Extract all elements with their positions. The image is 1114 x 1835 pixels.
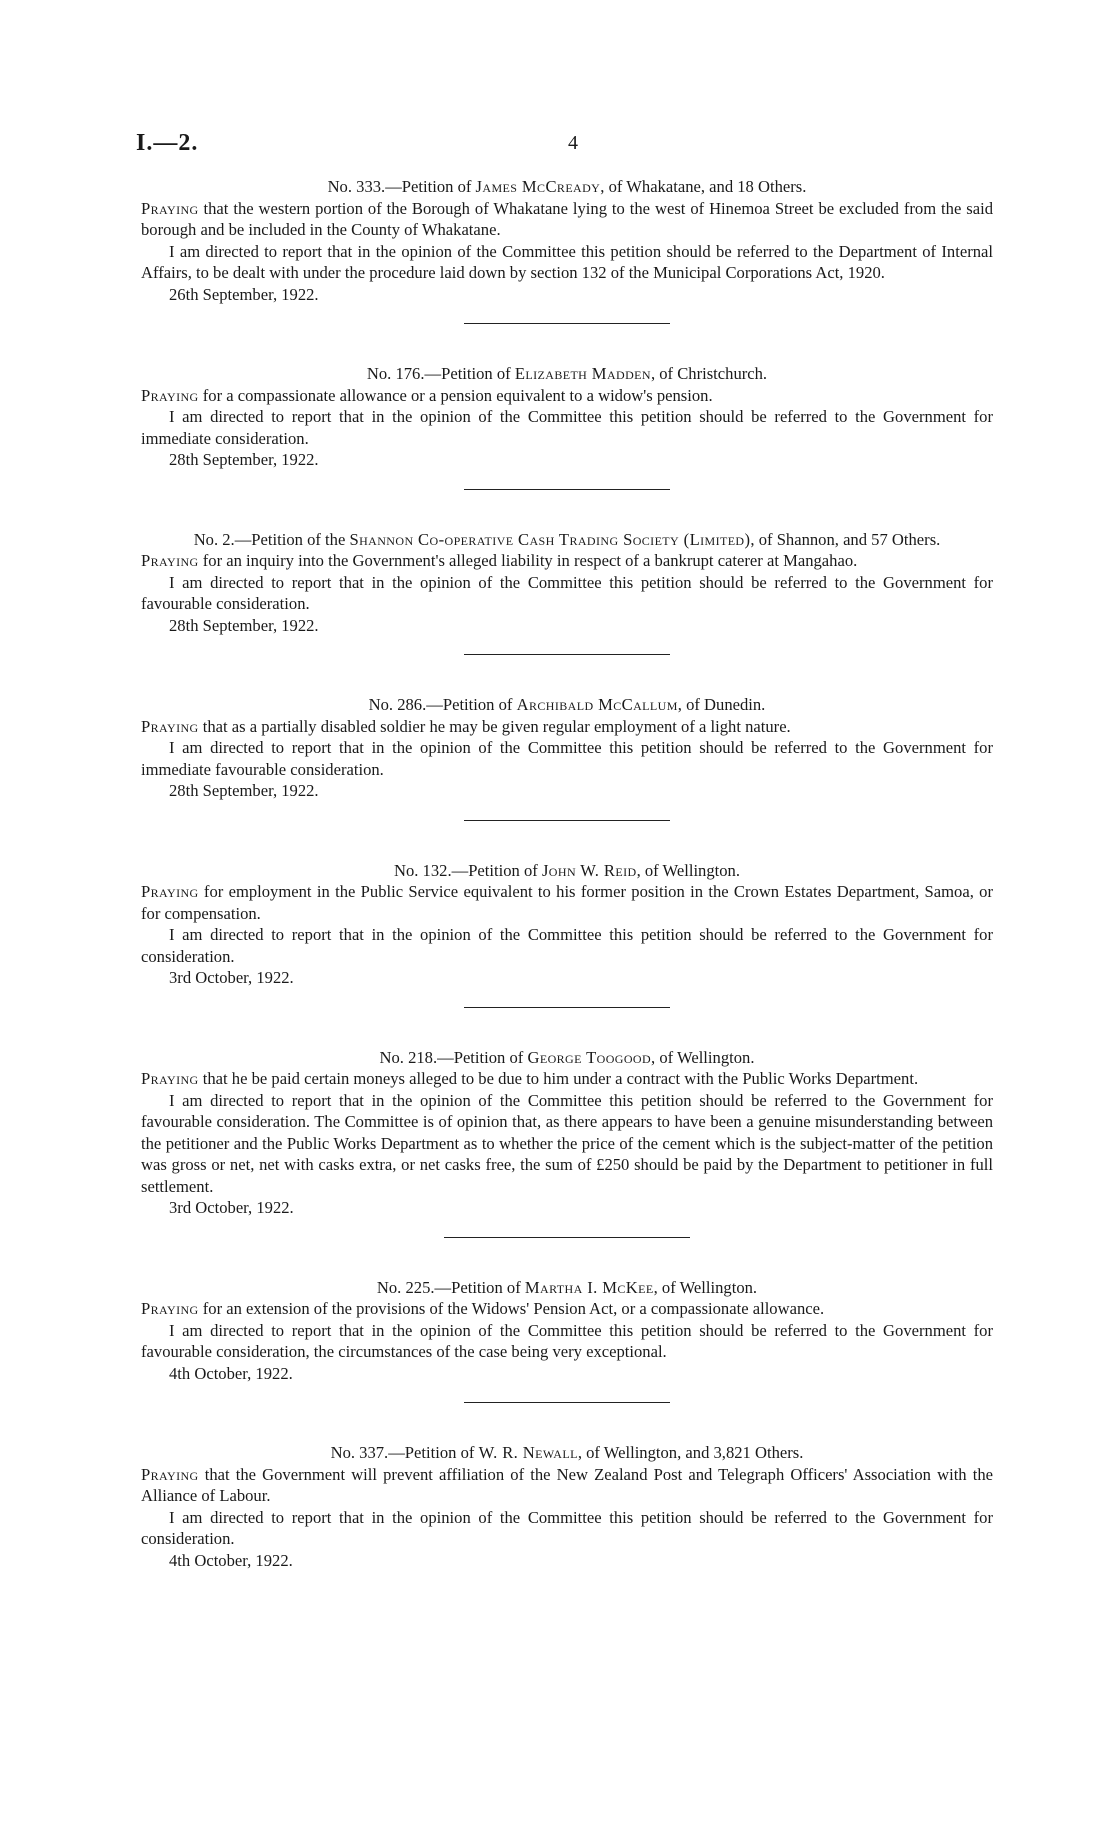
- report-date: 4th October, 1922.: [169, 1550, 293, 1570]
- petition-prayer: Praying that as a partially disabled soldier he may be given regular employment of a light nature.: [141, 716, 791, 736]
- petition-title: No. 218.—Petition of George Toogood, of Wellington.: [379, 1047, 755, 1067]
- section-divider: [464, 1007, 670, 1009]
- petition-prayer: Praying for employment in the Public Service equivalent to his former position in the Crown Estates Department, Samoa, or for compensation.: [141, 882, 993, 923]
- report-date: 4th October, 1922.: [169, 1363, 293, 1383]
- petition-title: No. 176.—Petition of Elizabeth Madden, of Christchurch.: [366, 364, 768, 383]
- report-date: 28th September, 1922.: [169, 615, 319, 635]
- committee-report: I am directed to report that in the opinion of the Committee this petition should be referred to the Government for favourable consideration, the circumstances of the case being very exceptional.: [141, 1320, 993, 1361]
- petitions-list: [141, 176, 993, 1571]
- committee-report: I am directed to report that in the opinion of the Committee this petition should be referred to the Government for consideration.: [141, 1507, 993, 1548]
- page-number: 4: [568, 132, 578, 154]
- petition-title: No. 225.—Petition of Martha I. McKee, of Wellington.: [376, 1277, 758, 1297]
- committee-report: I am directed to report that in the opinion of the Committee this petition should be referred to the Government for immediate consideration.: [141, 407, 993, 448]
- report-date: 26th September, 1922.: [169, 284, 319, 304]
- page-header: [136, 130, 984, 160]
- petition-title: No. 286.—Petition of Archibald McCallum, of Dunedin.: [368, 695, 766, 714]
- petition-entry: [141, 694, 993, 802]
- petition-entry: [141, 1277, 993, 1385]
- report-date: 3rd October, 1922.: [169, 968, 294, 987]
- petition-prayer: Praying that the Government will prevent affiliation of the New Zealand Post and Telegraph Officers' Association with the Alliance of Labour.: [141, 1464, 993, 1505]
- petition-title: No. 2.—Petition of the Shannon Co-operative Cash Trading Society (Limited), of Shannon, and 57 Others.: [193, 529, 941, 549]
- petition-prayer: Praying for an inquiry into the Government's alleged liability in respect of a bankrupt caterer at Mangahao.: [141, 551, 858, 570]
- petition-prayer: Praying for a compassionate allowance or a pension equivalent to a widow's pension.: [141, 385, 713, 405]
- paper-reference: I.—2.: [136, 130, 199, 156]
- petition-prayer: Praying that he be paid certain moneys alleged to be due to him under a contract with the Public Works Department.: [141, 1069, 919, 1088]
- report-date: 3rd October, 1922.: [169, 1198, 294, 1217]
- petitioner-name: Archibald McCallum: [516, 695, 678, 714]
- section-divider: [464, 1402, 670, 1404]
- section-divider: [444, 1237, 690, 1239]
- petitioner-name: James McCready: [475, 177, 601, 196]
- petition-entry: [141, 529, 993, 637]
- petition-entry: [141, 1442, 993, 1571]
- section-divider: [464, 820, 670, 822]
- petitioner-name: Martha I. McKee: [524, 1277, 654, 1297]
- petitioner-name: W. R. Newall: [478, 1443, 578, 1462]
- committee-report: I am directed to report that in the opinion of the Committee this petition should be referred to the Government for consideration.: [141, 925, 993, 966]
- petition-entry: [141, 176, 993, 305]
- petitioner-name: Shannon Co-operative Cash Trading Society (Limited): [349, 529, 751, 549]
- report-date: 28th September, 1922.: [169, 781, 319, 800]
- section-divider: [464, 489, 670, 491]
- petition-title: No. 333.—Petition of James McCready, of Whakatane, and 18 Others.: [327, 177, 807, 196]
- report-date: 28th September, 1922.: [169, 450, 319, 469]
- committee-report: I am directed to report that in the opinion of the Committee this petition should be referred to the Government for immediate favourable consideration.: [141, 738, 993, 779]
- committee-report: I am directed to report that in the opinion of the Committee this petition should be referred to the Government for favourable consideration. The Committee is of opinion that, as there appears to have been a genuine misunderstanding between the petitioner and the Public Works Department as to whether the price of the cement which is the subject-matter of the petition was gross or net, net with casks extra, or net casks free, the sum of £250 should be paid by the Department to petitioner in full settlement.: [141, 1090, 993, 1196]
- petition-entry: [141, 1047, 993, 1219]
- committee-report: I am directed to report that in the opinion of the Committee this petition should be referred to the Government for favourable consideration.: [141, 572, 993, 613]
- petition-title: No. 132.—Petition of John W. Reid, of Wellington.: [393, 860, 741, 880]
- section-divider: [464, 323, 670, 325]
- committee-report: I am directed to report that in the opinion of the Committee this petition should be referred to the Department of Internal Affairs, to be dealt with under the procedure laid down by section 132 of the Municipal Corporations Act, 1920.: [141, 241, 993, 282]
- petitioner-name: George Toogood: [527, 1047, 652, 1067]
- petition-entry: [141, 860, 993, 989]
- petition-prayer: Praying that the western portion of the Borough of Whakatane lying to the west of Hinemoa Street be excluded from the said borough and be included in the County of Whakatane.: [141, 198, 993, 239]
- petitioner-name: Elizabeth Madden: [514, 364, 651, 383]
- petition-prayer: Praying for an extension of the provisions of the Widows' Pension Act, or a compassionate allowance.: [141, 1299, 825, 1318]
- petition-title: No. 337.—Petition of W. R. Newall, of Wellington, and 3,821 Others.: [330, 1443, 804, 1462]
- petition-entry: [141, 363, 993, 471]
- section-divider: [464, 654, 670, 656]
- petitioner-name: John W. Reid: [541, 860, 637, 880]
